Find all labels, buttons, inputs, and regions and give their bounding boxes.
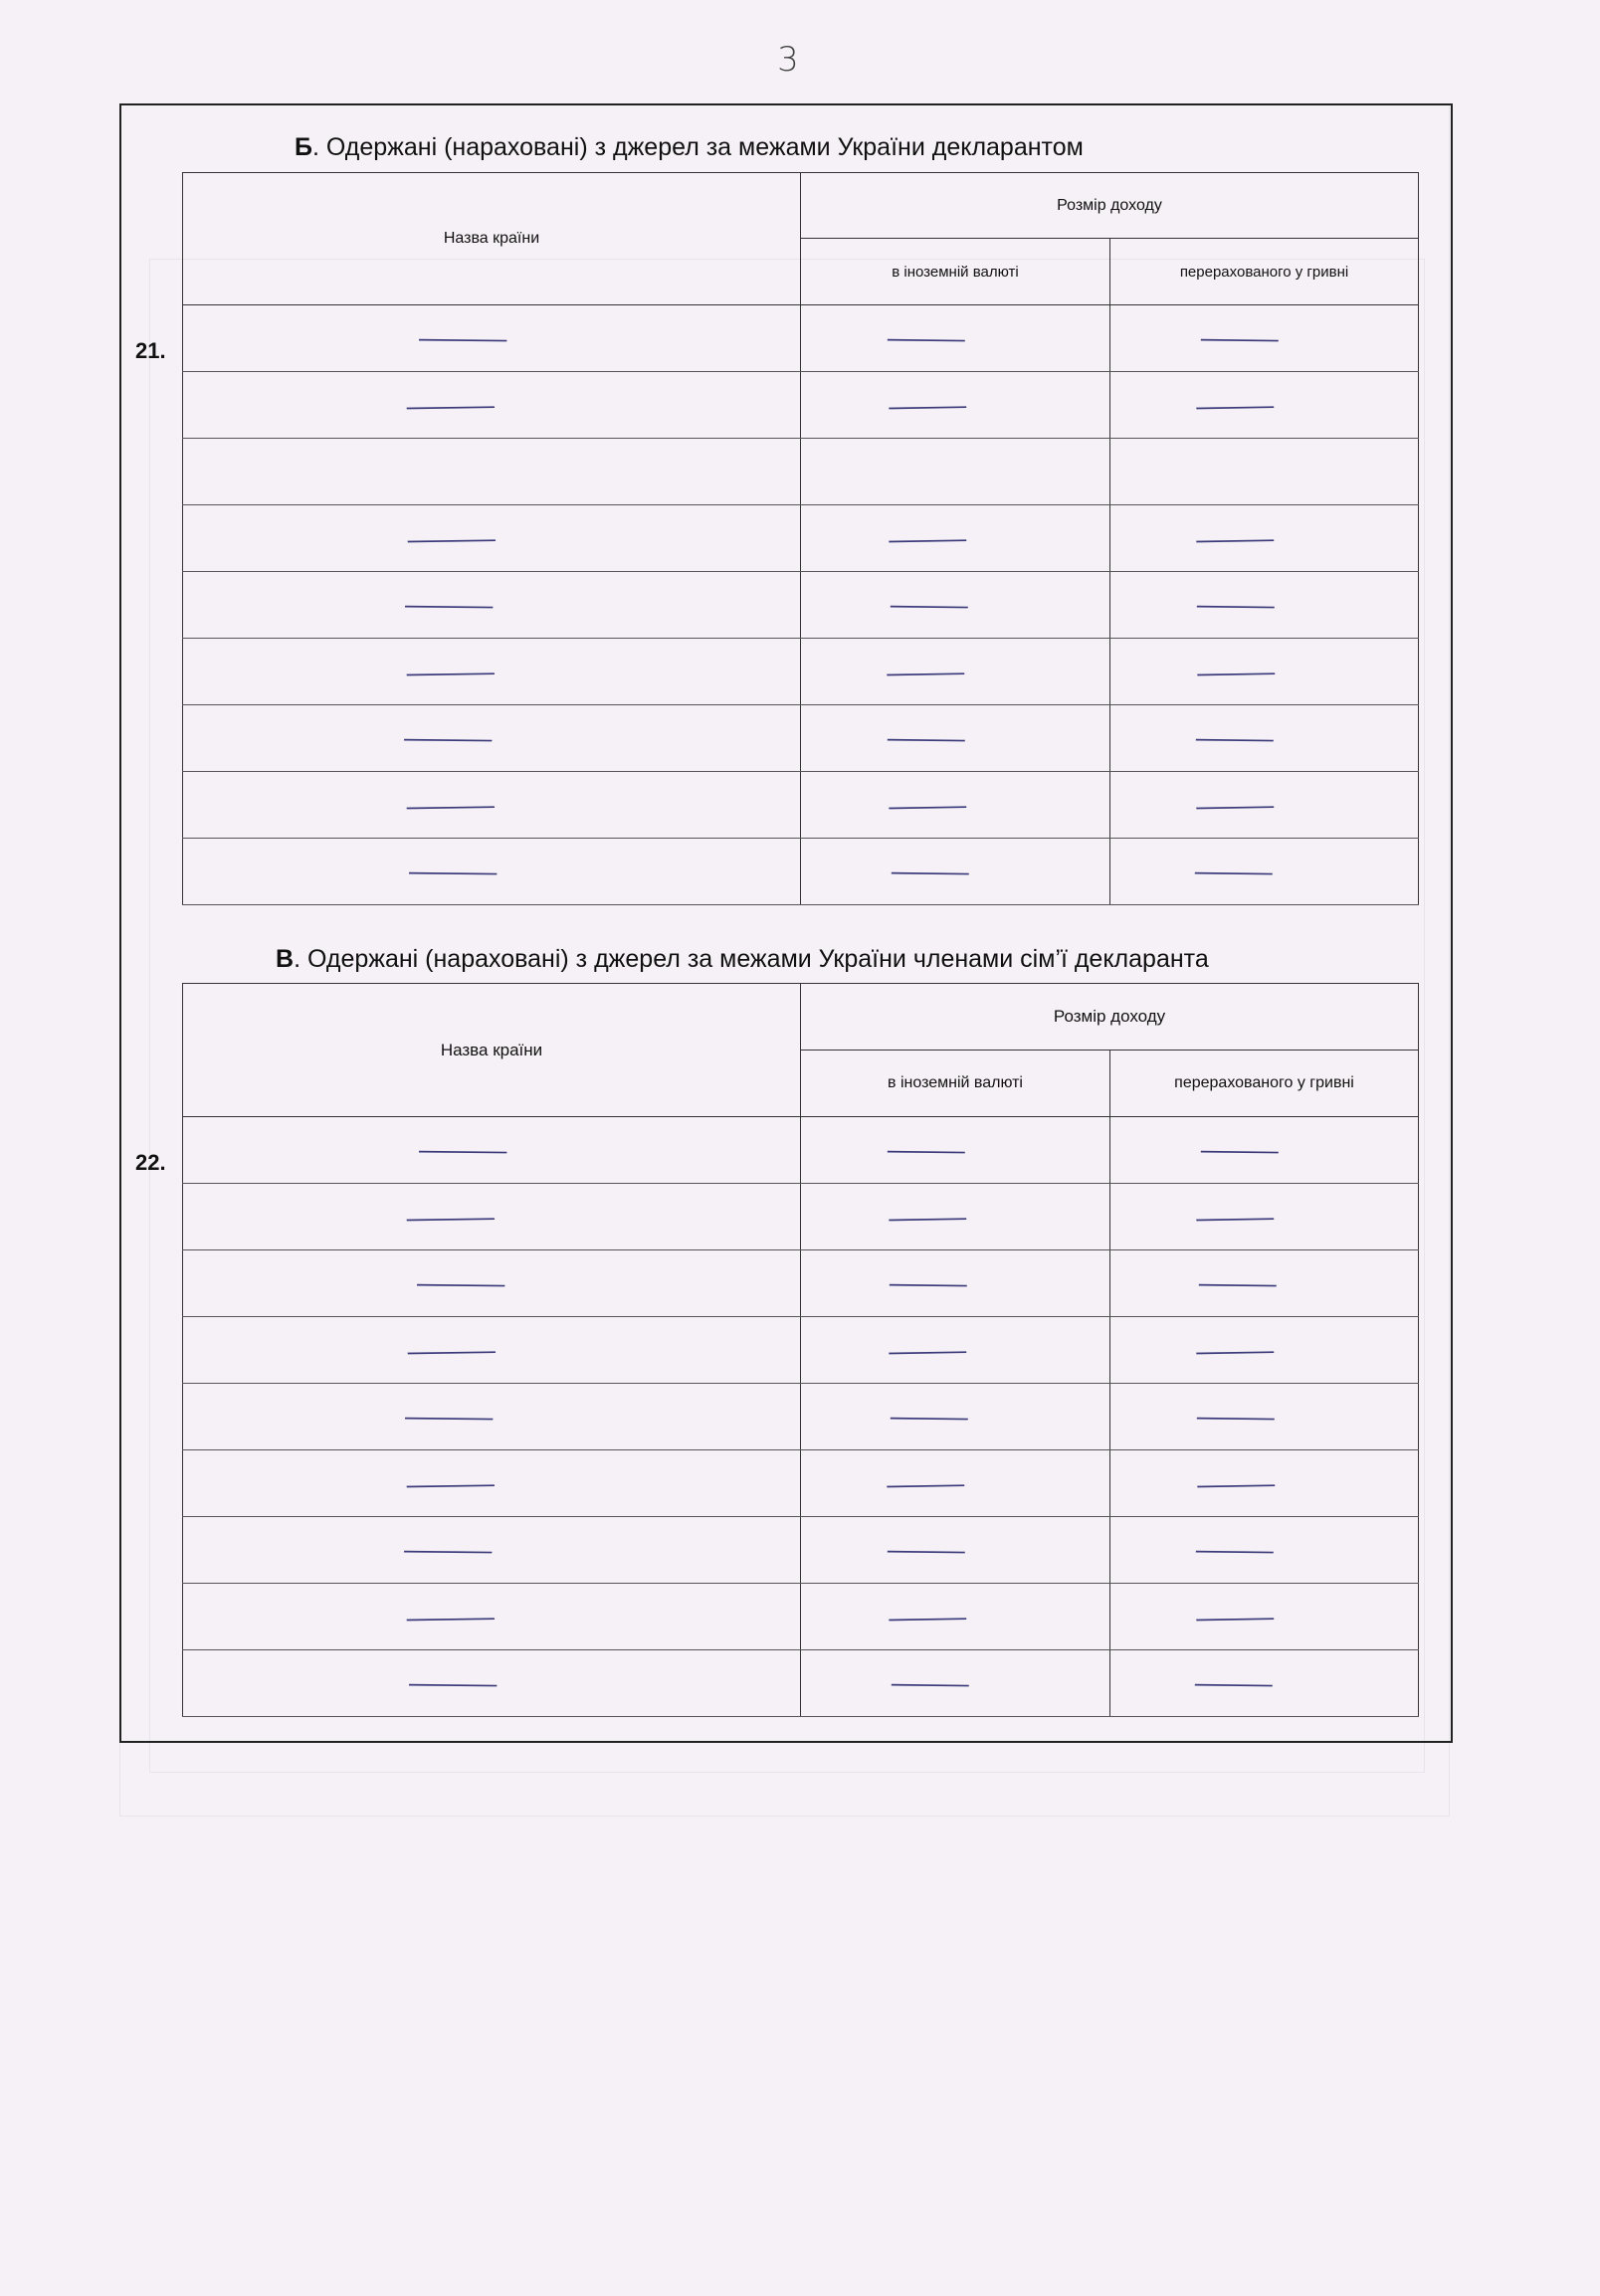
foreign-value: — — [887, 788, 1023, 821]
table-row — [183, 1450, 1419, 1517]
table-row — [183, 1384, 1419, 1450]
uah-value: — — [1194, 1533, 1329, 1566]
uah-value: — — [1193, 1666, 1328, 1699]
foreign-value: — — [886, 521, 1022, 554]
foreign-cell — [801, 1584, 1110, 1650]
country-value: — — [407, 855, 560, 887]
uah-value: — — [1199, 321, 1334, 354]
country-cell — [183, 439, 801, 505]
country-value: — — [404, 521, 558, 554]
foreign-cell — [801, 1650, 1110, 1717]
table-row — [183, 505, 1419, 572]
country-cell — [183, 1450, 801, 1517]
foreign-value: — — [887, 1600, 1023, 1632]
uah-cell — [1110, 305, 1419, 372]
table-row — [183, 705, 1419, 772]
table-row — [183, 639, 1419, 705]
uah-cell — [1110, 372, 1419, 439]
table-row — [183, 572, 1419, 639]
section-b-title — [295, 133, 1084, 162]
table-row — [183, 1517, 1419, 1584]
table-row — [183, 372, 1419, 439]
country-cell — [183, 1317, 801, 1384]
country-value: — — [403, 588, 556, 621]
foreign-cell — [801, 1517, 1110, 1584]
table-row — [183, 439, 1419, 505]
foreign-cell — [801, 1450, 1110, 1517]
header-country-name: Назва країни — [183, 984, 801, 1117]
header-converted-uah: перерахованого у гривні — [1110, 1051, 1419, 1117]
foreign-value: — — [886, 321, 1021, 354]
uah-cell — [1110, 772, 1419, 839]
country-cell — [183, 305, 801, 372]
table-row — [183, 839, 1419, 905]
country-cell — [183, 705, 801, 772]
foreign-cell — [801, 439, 1110, 505]
uah-value: — — [1194, 655, 1330, 687]
country-cell — [183, 372, 801, 439]
country-cell — [183, 1584, 801, 1650]
uah-value: — — [1193, 788, 1330, 821]
foreign-value: — — [886, 721, 1021, 754]
header-income-size: Розмір доходу — [801, 173, 1419, 239]
uah-cell — [1110, 639, 1419, 705]
country-cell — [183, 1117, 801, 1184]
header-converted-uah: перерахованого у гривні — [1110, 239, 1419, 305]
foreign-value: — — [887, 1200, 1023, 1233]
foreign-cell — [801, 705, 1110, 772]
country-cell — [183, 772, 801, 839]
uah-value: — — [1195, 1400, 1330, 1433]
foreign-cell — [801, 639, 1110, 705]
country-value: — — [403, 1400, 556, 1433]
uah-value: — — [1199, 1133, 1334, 1166]
table-foreign-income-family — [182, 983, 1419, 1717]
country-value: — — [415, 1266, 568, 1299]
foreign-cell — [801, 1384, 1110, 1450]
header-foreign-currency: в іноземній валюті — [801, 239, 1110, 305]
section-v-title — [276, 945, 1209, 974]
uah-cell — [1110, 1384, 1419, 1450]
uah-cell — [1110, 505, 1419, 572]
country-cell — [183, 1517, 801, 1584]
uah-value: — — [1193, 1200, 1329, 1233]
country-value: — — [404, 1333, 558, 1366]
foreign-value: — — [886, 1333, 1022, 1366]
foreign-cell — [801, 505, 1110, 572]
foreign-value: — — [887, 388, 1023, 421]
country-cell — [183, 639, 801, 705]
uah-value: — — [1193, 388, 1329, 421]
uah-value: — — [1193, 1333, 1330, 1366]
country-cell — [183, 1384, 801, 1450]
section-v-letter: В — [276, 945, 295, 973]
header-income-size: Розмір доходу — [801, 984, 1419, 1051]
country-cell — [183, 505, 801, 572]
country-value: — — [417, 1133, 570, 1166]
country-value: — — [403, 788, 558, 821]
foreign-cell — [801, 772, 1110, 839]
foreign-value: — — [890, 1666, 1025, 1699]
table-row — [183, 772, 1419, 839]
table-row — [183, 1650, 1419, 1717]
foreign-value: — — [888, 1266, 1023, 1299]
country-cell — [183, 1184, 801, 1250]
table-row — [183, 1184, 1419, 1250]
table-row — [183, 1317, 1419, 1384]
uah-cell — [1110, 705, 1419, 772]
table-row — [183, 1584, 1419, 1650]
foreign-cell — [801, 1250, 1110, 1317]
uah-cell — [1110, 572, 1419, 639]
section-v-title-text: . Одержані (нараховані) з джерел за межами України членами сім’ї декларанта — [294, 945, 1209, 973]
foreign-cell — [801, 1317, 1110, 1384]
uah-value: — — [1193, 1600, 1330, 1632]
country-value: — — [403, 655, 558, 687]
table-row — [183, 305, 1419, 372]
foreign-cell — [801, 839, 1110, 905]
uah-value: — — [1193, 521, 1330, 554]
row-number-22: 22. — [135, 1150, 166, 1175]
country-value: — — [407, 1666, 560, 1699]
country-value: — — [403, 1466, 558, 1499]
uah-value: — — [1194, 721, 1329, 754]
country-cell — [183, 1650, 801, 1717]
uah-cell — [1110, 1450, 1419, 1517]
table-foreign-income-declarant — [182, 172, 1419, 905]
foreign-value: — — [884, 1466, 1021, 1499]
uah-value: — — [1197, 1266, 1332, 1299]
header-country-name: Назва країни — [183, 173, 801, 305]
country-cell — [183, 572, 801, 639]
foreign-value: — — [886, 1533, 1021, 1566]
uah-value: — — [1195, 588, 1330, 621]
uah-cell — [1110, 1184, 1419, 1250]
country-value: — — [402, 721, 555, 754]
uah-value: — — [1193, 855, 1328, 887]
section-b-letter: Б — [295, 133, 312, 161]
table-row — [183, 1117, 1419, 1184]
country-value: — — [403, 1200, 558, 1233]
foreign-cell — [801, 572, 1110, 639]
country-value: — — [402, 1533, 555, 1566]
header-foreign-currency: в іноземній валюті — [801, 1051, 1110, 1117]
country-cell — [183, 1250, 801, 1317]
foreign-value: — — [890, 855, 1025, 887]
foreign-cell — [801, 1117, 1110, 1184]
country-cell — [183, 839, 801, 905]
country-value: — — [403, 1600, 558, 1632]
foreign-value: — — [886, 1133, 1021, 1166]
section-b-title-text: . Одержані (нараховані) з джерел за межами України декларантом — [311, 133, 1084, 161]
uah-cell — [1110, 439, 1419, 505]
foreign-value: — — [889, 588, 1024, 621]
foreign-cell — [801, 1184, 1110, 1250]
uah-cell — [1110, 1250, 1419, 1317]
table-row — [183, 1250, 1419, 1317]
foreign-value: — — [889, 1400, 1024, 1433]
uah-cell — [1110, 1117, 1419, 1184]
uah-cell — [1110, 839, 1419, 905]
country-value: — — [417, 321, 570, 354]
uah-value: — — [1194, 1466, 1330, 1499]
uah-cell — [1110, 1517, 1419, 1584]
page-number: 3 — [777, 40, 799, 80]
uah-cell — [1110, 1584, 1419, 1650]
foreign-cell — [801, 372, 1110, 439]
uah-cell — [1110, 1650, 1419, 1717]
foreign-value: — — [884, 655, 1021, 687]
row-number-21: 21. — [135, 338, 166, 363]
foreign-cell — [801, 305, 1110, 372]
uah-cell — [1110, 1317, 1419, 1384]
country-value: — — [403, 388, 558, 421]
